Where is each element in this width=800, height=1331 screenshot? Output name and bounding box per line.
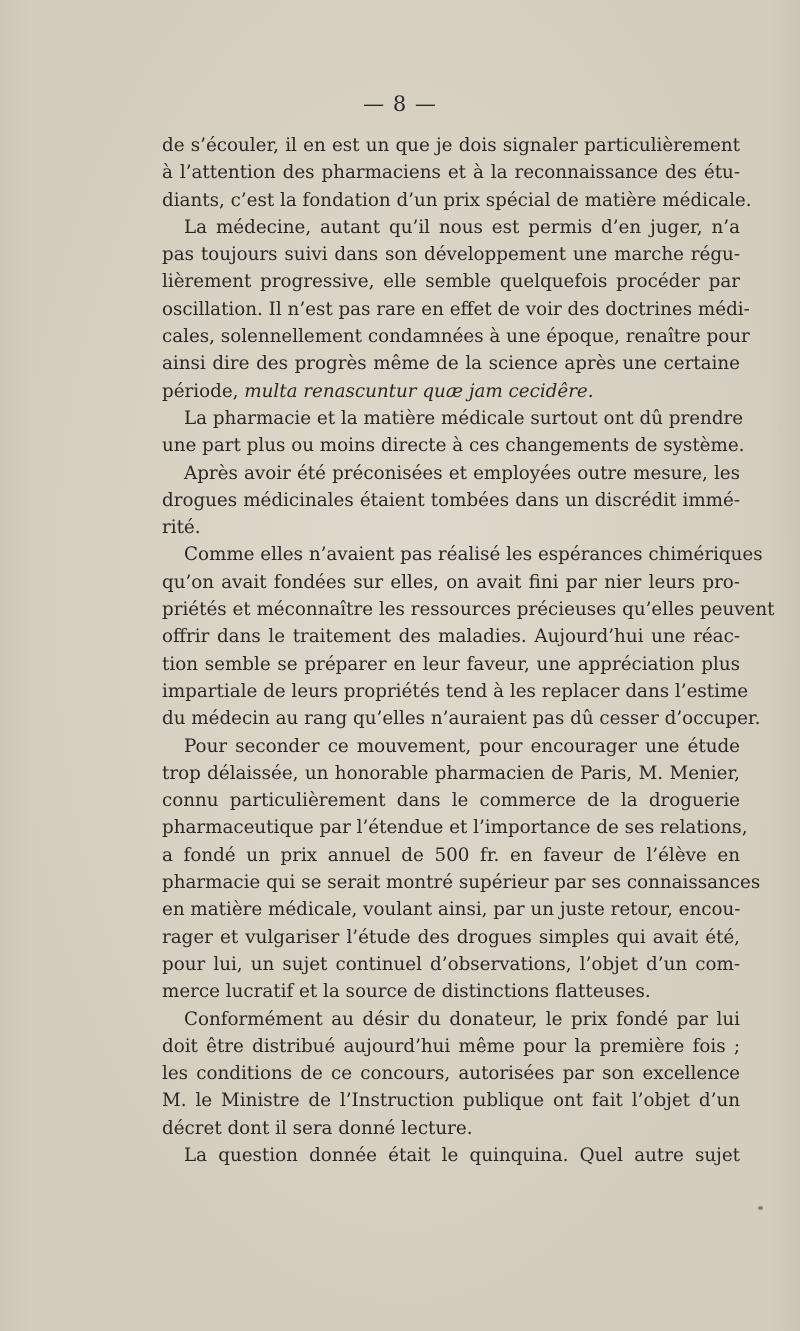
text-line-38: La question donnée était le quinquina. Quel autre sujet: [184, 1144, 740, 1166]
text-line-21: impartiale de leurs propriétés tend à les replacer dans l’estime: [162, 680, 749, 702]
text-line-4: La médecine, autant qu’il nous est permis d’en juger, n’a: [184, 216, 740, 238]
text-line-25: connu particulièrement dans le commerce de la droguerie: [162, 790, 740, 812]
text-line-33: Conformément au désir du donateur, le prix fondé par lui: [184, 1008, 740, 1030]
text-line-28: pharmacie qui se serait montré supérieur par ses connaissances: [162, 872, 761, 894]
text-line-34: doit être distribué aujourd’hui même pour la première fois ;: [162, 1035, 740, 1057]
text-line-23: Pour seconder ce mouvement, pour encourager une étude: [184, 735, 740, 757]
text-line-11: La pharmacie et la matière médicale surtout ont dû prendre: [184, 407, 744, 429]
text-line-10-start: période,: [162, 380, 245, 402]
text-line-20: tion semble se préparer en leur faveur, une appréciation plus: [162, 653, 740, 675]
text-line-30: rager et vulgariser l’étude des drogues simples qui avait été,: [162, 926, 740, 948]
text-line-24: trop délaissée, un honorable pharmacien de Paris, M. Menier,: [162, 762, 740, 784]
text-line-15: rité.: [162, 517, 201, 539]
text-line-37: décret dont il sera donné lecture.: [162, 1117, 473, 1139]
text-line-35: les conditions de ce concours, autorisées par son excellence: [162, 1063, 740, 1085]
text-line-36: M. le Ministre de l’Instruction publique ont fait l’objet d’un: [162, 1090, 740, 1112]
text-line-16: Comme elles n’avaient pas réalisé les espérances chimériques: [184, 544, 763, 566]
latin-quotation: multa renascuntur quæ jam cecidêre.: [244, 380, 594, 402]
text-line-13: Après avoir été préconisées et employées outre mesure, les: [184, 462, 740, 484]
paper-spot: [758, 1206, 763, 1210]
text-line-26: pharmaceutique par l’étendue et l’importance de ses relations,: [162, 817, 748, 839]
text-line-2: à l’attention des pharmaciens et à la reconnaissance des étu-: [162, 162, 740, 184]
text-line-12: une part plus ou moins directe à ces changements de système.: [162, 435, 745, 457]
text-line-9: ainsi dire des progrès même de la science après une certaine: [162, 353, 740, 375]
text-line-6: lièrement progressive, elle semble quelquefois procéder par: [162, 271, 740, 293]
text-line-27: a fondé un prix annuel de 500 fr. en faveur de l’élève en: [162, 844, 740, 866]
text-line-22: du médecin au rang qu’elles n’auraient pas dû cesser d’occuper.: [162, 708, 761, 730]
text-line-10: [162, 378, 740, 405]
text-line-32: merce lucratif et la source de distinctions flatteuses.: [162, 981, 651, 1003]
text-line-14: drogues médicinales étaient tombées dans un discrédit immé-: [162, 489, 740, 511]
text-line-17: qu’on avait fondées sur elles, on avait fini par nier leurs pro-: [162, 571, 740, 593]
text-line-31: pour lui, un sujet continuel d’observations, l’objet d’un com-: [162, 953, 740, 975]
text-line-3: diants, c’est la fondation d’un prix spécial de matière médicale.: [162, 189, 752, 211]
text-line-18: priétés et méconnaître les ressources précieuses qu’elles peuvent: [162, 599, 775, 621]
page-number: — 8 —: [363, 92, 437, 116]
text-line-19: offrir dans le traitement des maladies. Aujourd’hui une réac-: [162, 626, 740, 648]
text-line-7: oscillation. Il n’est pas rare en effet de voir des doctrines médi-: [162, 298, 750, 320]
text-line-5: pas toujours suivi dans son développement une marche régu-: [162, 244, 740, 266]
text-line-29: en matière médicale, voulant ainsi, par un juste retour, encou-: [162, 899, 741, 921]
text-line-8: cales, solennellement condamnées à une époque, renaître pour: [162, 326, 750, 348]
text-line-1: de s’écouler, il en est un que je dois signaler particulièrement: [162, 135, 740, 156]
body-text: [162, 132, 775, 1169]
